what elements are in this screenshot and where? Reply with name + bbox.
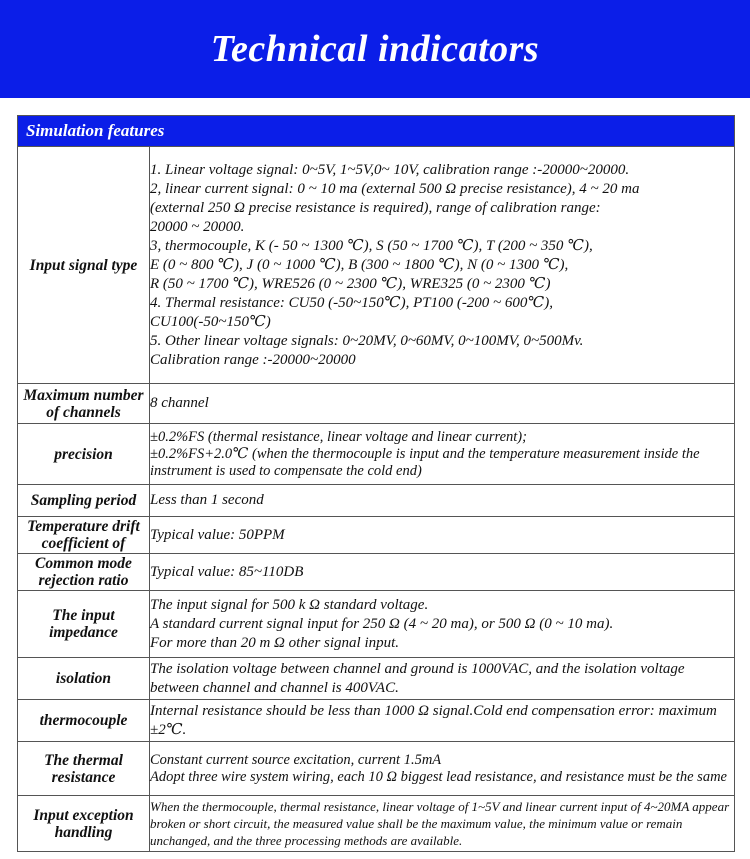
section-header: Simulation features — [18, 116, 735, 147]
table-row — [18, 517, 735, 554]
row-value: Typical value: 50PPM — [150, 517, 735, 554]
spec-table — [17, 115, 735, 852]
row-label: isolation — [18, 658, 150, 700]
row-label: thermocouple — [18, 700, 150, 742]
row-label: Sampling period — [18, 485, 150, 517]
row-value: The isolation voltage between channel and ground is 1000VAC, and the isolation voltage between channel and channel is 400VAC. — [150, 658, 735, 700]
row-label: Common mode rejection ratio — [18, 554, 150, 591]
table-row — [18, 485, 735, 517]
row-value: Typical value: 85~110DB — [150, 554, 735, 591]
table-row — [18, 554, 735, 591]
table-row — [18, 384, 735, 424]
row-value: ±0.2%FS (thermal resistance, linear voltage and linear current); ±0.2%FS+2.0℃ (when the thermocouple is input and the temperature measurement inside the instrument is used to compensate the cold end) — [150, 424, 735, 485]
row-value: Constant current source excitation, current 1.5mA Adopt three wire system wiring, each 10 Ω biggest lead resistance, and resistance must be the same — [150, 742, 735, 796]
row-value: Less than 1 second — [150, 485, 735, 517]
section-header-row — [18, 116, 735, 147]
row-label: precision — [18, 424, 150, 485]
row-value: The input signal for 500 k Ω standard voltage. A standard current signal input for 250 Ω (4 ~ 20 ma), or 500 Ω (0 ~ 10 ma). For more than 20 m Ω other signal input. — [150, 591, 735, 658]
table-row — [18, 796, 735, 852]
row-label: The thermal resistance — [18, 742, 150, 796]
row-label: Input exception handling — [18, 796, 150, 852]
row-label: The input impedance — [18, 591, 150, 658]
row-label: Input signal type — [18, 147, 150, 384]
row-label: Maximum number of channels — [18, 384, 150, 424]
row-value: 8 channel — [150, 384, 735, 424]
row-label: Temperature drift coefficient of — [18, 517, 150, 554]
row-value: When the thermocouple, thermal resistance, linear voltage of 1~5V and linear current input of 4~20MA appear broken or short circuit, the measured value shall be the maximum value, the minimum value or remain unchanged, and the three processing methods are available. — [150, 796, 735, 852]
table-row — [18, 700, 735, 742]
table-row — [18, 147, 735, 384]
row-value: 1. Linear voltage signal: 0~5V, 1~5V,0~ 10V, calibration range :-20000~20000. 2, linear current signal: 0 ~ 10 ma (external 500 Ω precise resistance), 4 ~ 20 ma (external 250 Ω precise resistance is required), range of calibration range: 20000 ~ 20000. 3, thermocouple, K (- 50 ~ 1300 ℃), S (50 ~ 1700 ℃), T (200 ~ 350 ℃), E (0 ~ 800 ℃), J (0 ~ 1000 ℃), B (300 ~ 1800 ℃), N (0 ~ 1300 ℃), R (50 ~ 1700 ℃), WRE526 (0 ~ 2300 ℃), WRE325 (0 ~ 2300 ℃) 4. Thermal resistance: CU50 (-50~150℃), PT100 (-200 ~ 600℃), CU100(-50~150℃) 5. Other linear voltage signals: 0~20MV, 0~60MV, 0~100MV, 0~500Mv. Calibration range :-20000~20000 — [150, 147, 735, 384]
title-banner — [0, 0, 750, 98]
page-title: Technical indicators — [210, 28, 540, 70]
row-value: Internal resistance should be less than 1000 Ω signal.Cold end compensation error: maximum ±2℃. — [150, 700, 735, 742]
table-row — [18, 424, 735, 485]
table-row — [18, 591, 735, 658]
table-row — [18, 658, 735, 700]
table-row — [18, 742, 735, 796]
